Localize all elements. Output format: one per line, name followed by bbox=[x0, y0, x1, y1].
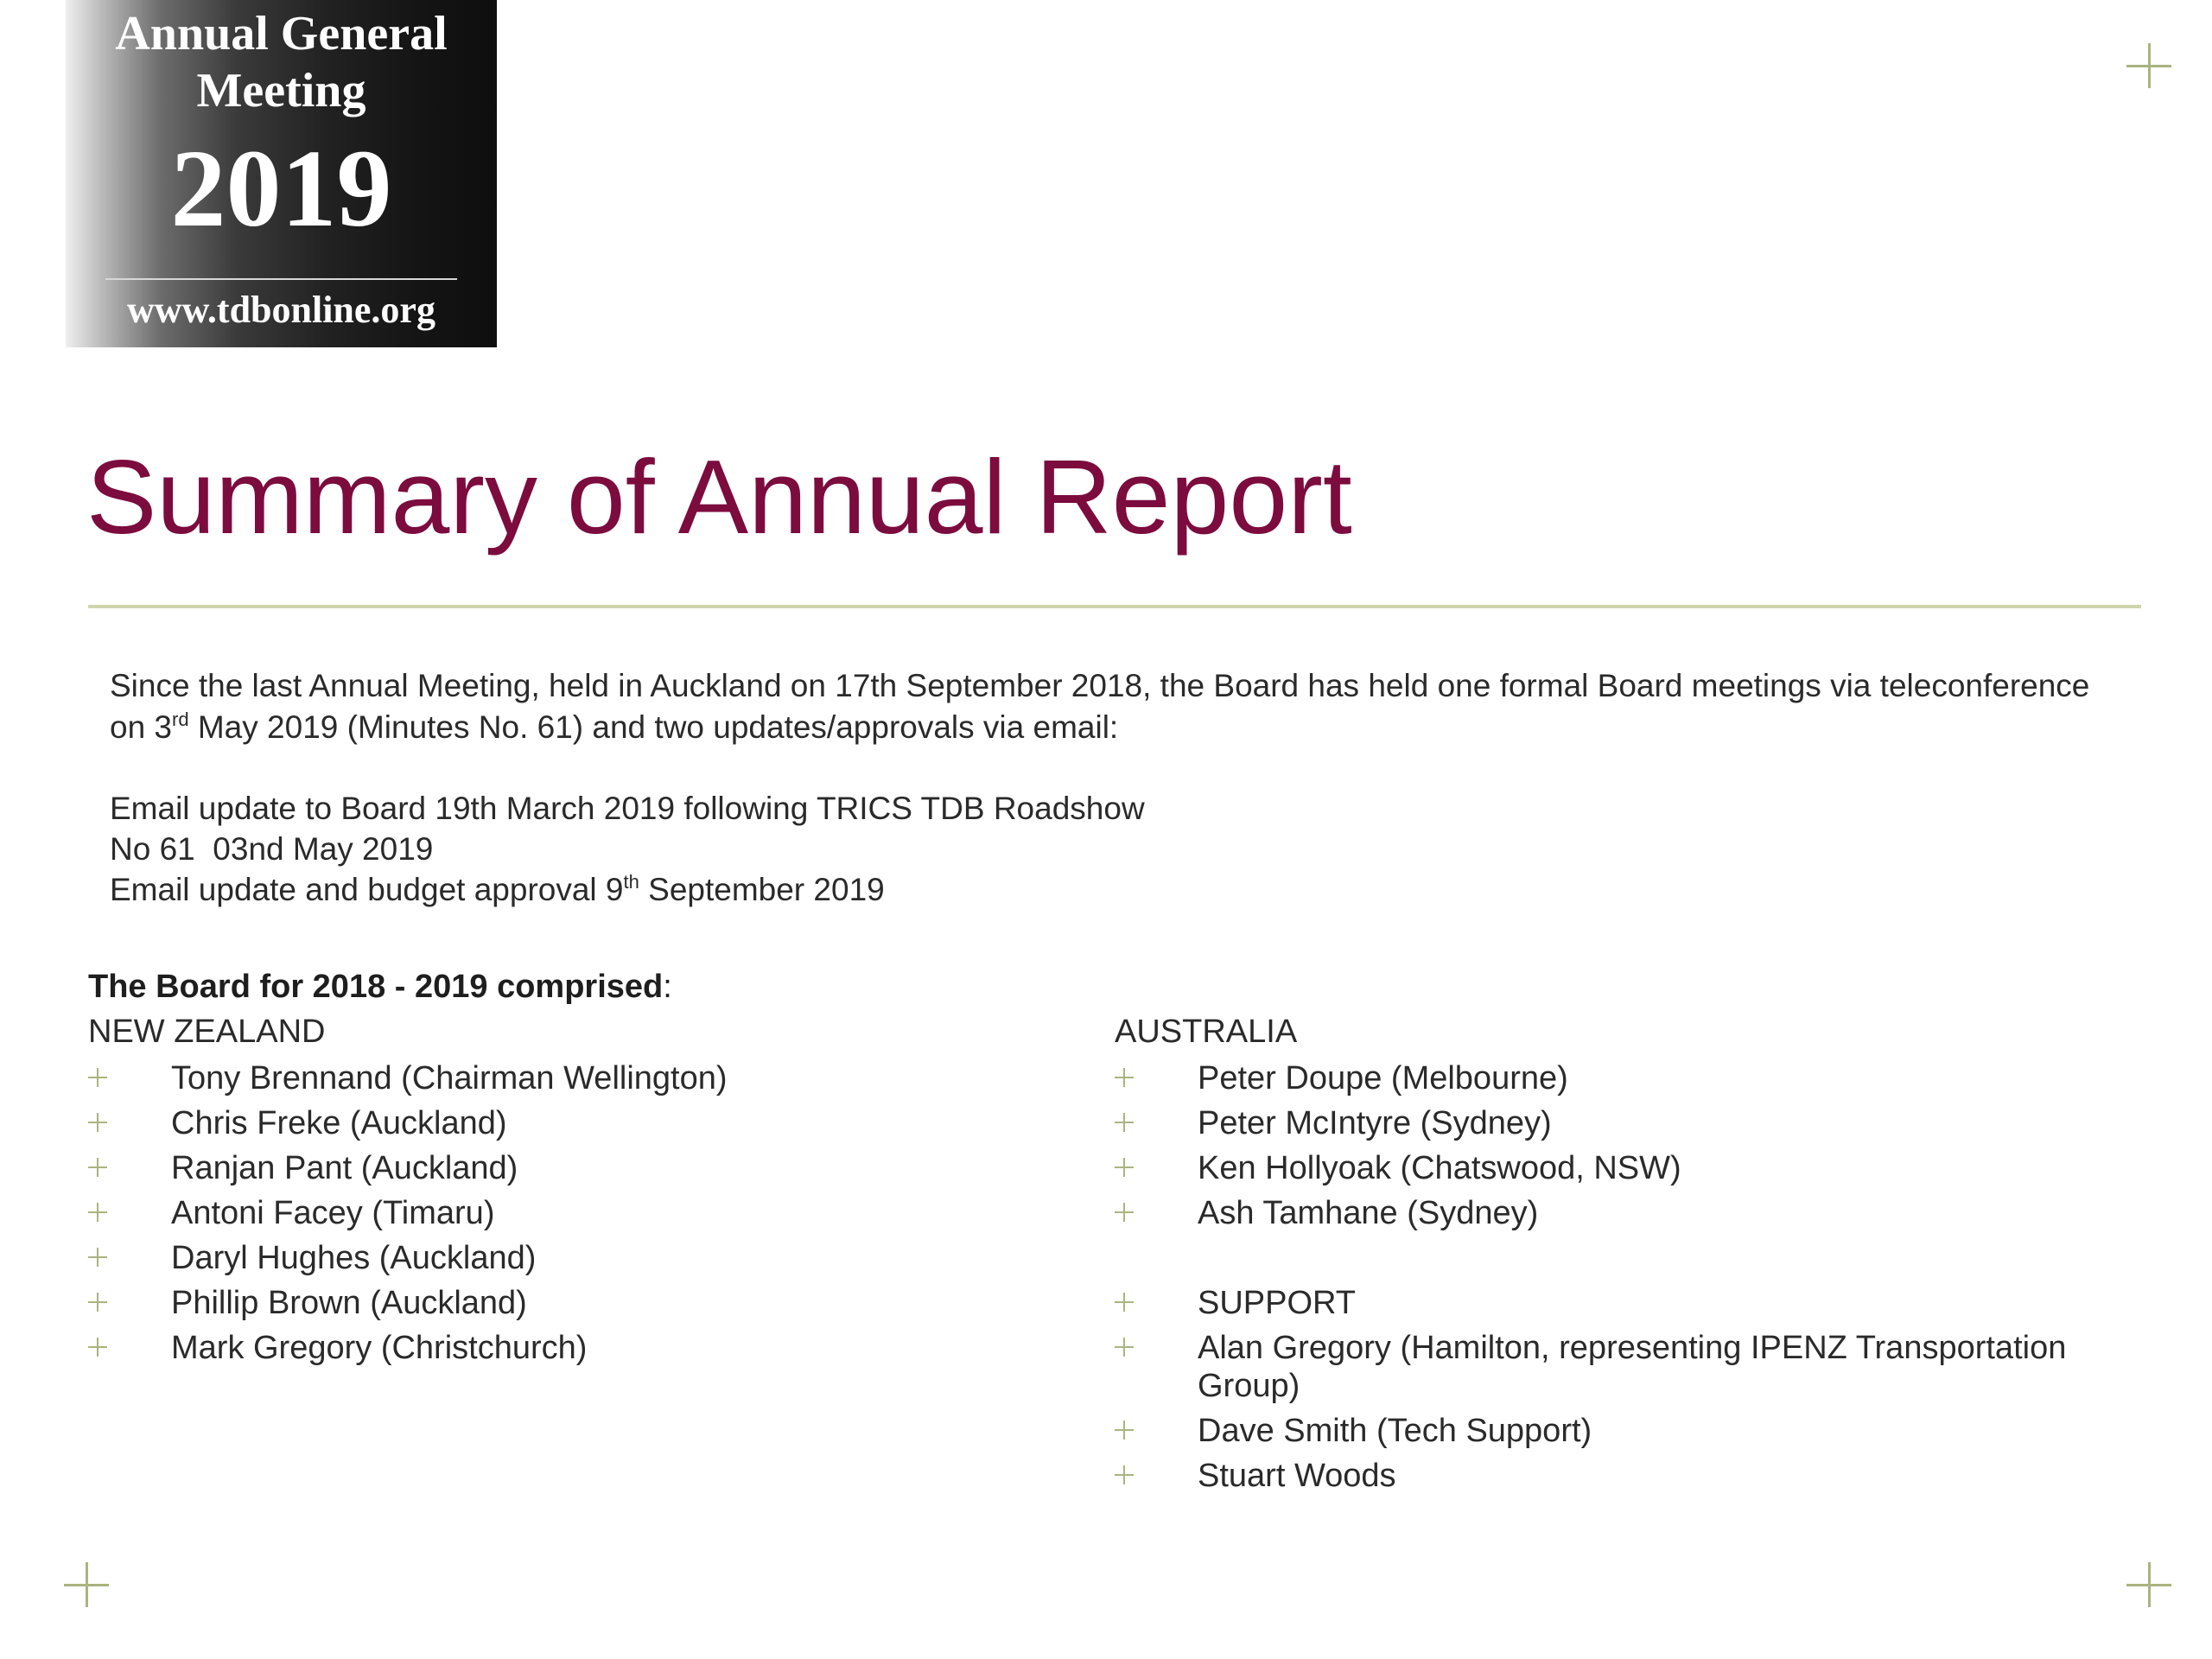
page-title: Summary of Annual Report bbox=[86, 438, 1352, 556]
plus-bullet-icon bbox=[1115, 1338, 1134, 1357]
badge-divider bbox=[105, 278, 457, 280]
title-divider bbox=[88, 605, 2141, 608]
meeting-line-end: September 2019 bbox=[639, 872, 885, 907]
badge-year: 2019 bbox=[170, 127, 392, 250]
list-item bbox=[88, 1325, 1082, 1370]
member-name: Daryl Hughes (Auckland) bbox=[171, 1240, 537, 1276]
list-item bbox=[88, 1056, 1082, 1101]
member-name: Antoni Facey (Timaru) bbox=[171, 1195, 495, 1231]
meeting-line-superscript: th bbox=[623, 871, 639, 893]
corner-plus-icon-bottom-left bbox=[64, 1562, 109, 1607]
badge-url: www.tdbonline.org bbox=[127, 289, 435, 331]
australia-members bbox=[1115, 1056, 2134, 1498]
meetings-list bbox=[110, 788, 1145, 910]
plus-bullet-icon bbox=[88, 1068, 107, 1087]
plus-bullet-icon bbox=[1115, 1293, 1134, 1312]
australia-column bbox=[1115, 1011, 2134, 1498]
intro-text-end: May 2019 (Minutes No. 61) and two updates/approvals via email: bbox=[188, 709, 1119, 745]
new-zealand-members bbox=[88, 1056, 1082, 1370]
plus-bullet-icon bbox=[88, 1158, 107, 1177]
plus-bullet-icon bbox=[1115, 1203, 1134, 1222]
member-name: Stuart Woods bbox=[1198, 1458, 1396, 1494]
plus-bullet-icon bbox=[88, 1293, 107, 1312]
member-name: Peter Doupe (Melbourne) bbox=[1198, 1060, 1568, 1096]
new-zealand-heading: NEW ZEALAND bbox=[88, 1014, 326, 1050]
support-heading-item bbox=[1115, 1281, 2134, 1325]
meeting-line: No 61 03nd May 2019 bbox=[110, 831, 434, 867]
plus-bullet-icon bbox=[88, 1203, 107, 1222]
intro-paragraph bbox=[110, 665, 2123, 748]
list-item bbox=[88, 1281, 1082, 1325]
member-name: Mark Gregory (Christchurch) bbox=[171, 1330, 588, 1366]
member-name: Ash Tamhane (Sydney) bbox=[1198, 1195, 1539, 1231]
member-name: Phillip Brown (Auckland) bbox=[171, 1285, 527, 1321]
list-item bbox=[1115, 1325, 2134, 1408]
list-item bbox=[1115, 1146, 2134, 1191]
meeting-line: Email update to Board 19th March 2019 following TRICS TDB Roadshow bbox=[110, 791, 1145, 826]
new-zealand-column bbox=[88, 1011, 1082, 1370]
support-heading: SUPPORT bbox=[1198, 1285, 1357, 1321]
member-name: Ranjan Pant (Auckland) bbox=[171, 1150, 518, 1186]
meeting-line-start: Email update and budget approval 9 bbox=[110, 872, 624, 907]
plus-bullet-icon bbox=[1115, 1158, 1134, 1177]
member-name: Peter McIntyre (Sydney) bbox=[1198, 1105, 1552, 1141]
board-heading bbox=[88, 966, 672, 1007]
corner-plus-icon-top-right bbox=[2126, 43, 2171, 88]
badge-title-line2: Meeting bbox=[196, 64, 366, 118]
member-name: Tony Brennand (Chairman Wellington) bbox=[171, 1060, 728, 1096]
member-name: Alan Gregory (Hamilton, representing IPENZ Transportation Group) bbox=[1198, 1330, 2067, 1404]
list-item bbox=[88, 1191, 1082, 1236]
intro-superscript: rd bbox=[172, 709, 189, 730]
list-item bbox=[88, 1236, 1082, 1281]
list-item bbox=[1115, 1453, 2134, 1498]
plus-bullet-icon bbox=[88, 1248, 107, 1267]
list-item bbox=[1115, 1101, 2134, 1146]
list-item bbox=[88, 1146, 1082, 1191]
agm-badge bbox=[66, 0, 497, 347]
board-heading-bold: The Board for 2018 - 2019 comprised bbox=[88, 969, 664, 1005]
list-item bbox=[1115, 1191, 2134, 1236]
badge-title-line1: Annual General bbox=[115, 7, 448, 60]
member-name: Dave Smith (Tech Support) bbox=[1198, 1413, 1592, 1449]
plus-bullet-icon bbox=[88, 1338, 107, 1357]
board-heading-colon: : bbox=[663, 969, 672, 1005]
plus-bullet-icon bbox=[1115, 1421, 1134, 1440]
plus-bullet-icon bbox=[1115, 1465, 1134, 1484]
list-item bbox=[88, 1101, 1082, 1146]
list-item bbox=[1115, 1056, 2134, 1101]
plus-bullet-icon bbox=[1115, 1113, 1134, 1132]
australia-heading: AUSTRALIA bbox=[1115, 1014, 1298, 1050]
corner-plus-icon-bottom-right bbox=[2126, 1562, 2171, 1607]
member-name: Ken Hollyoak (Chatswood, NSW) bbox=[1198, 1150, 1681, 1186]
intro-text-start: Since the last Annual Meeting, held in Auckland on 17th September 2018, the Board has held one formal Board meetings via teleconference on 3 bbox=[110, 668, 2090, 745]
meeting-line bbox=[110, 869, 1145, 910]
list-item bbox=[1115, 1408, 2134, 1453]
plus-bullet-icon bbox=[88, 1113, 107, 1132]
plus-bullet-icon bbox=[1115, 1068, 1134, 1087]
member-name: Chris Freke (Auckland) bbox=[171, 1105, 507, 1141]
